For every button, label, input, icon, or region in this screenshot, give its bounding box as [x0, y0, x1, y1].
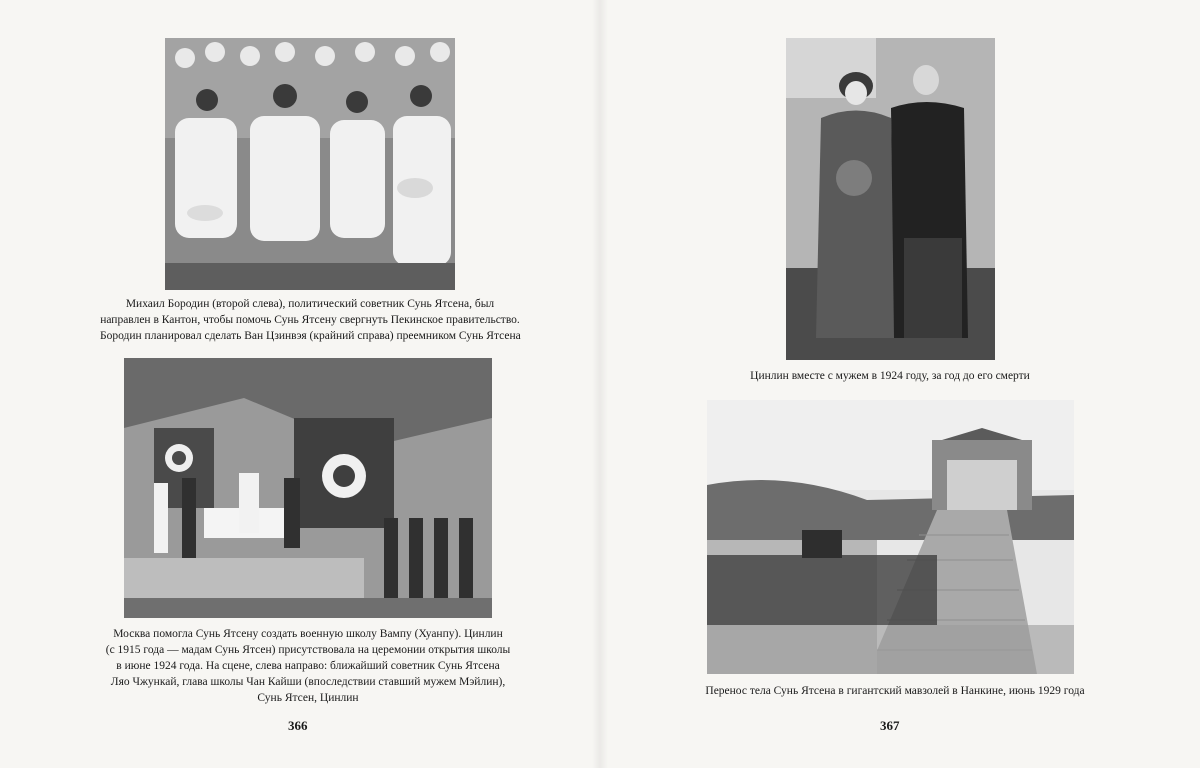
photo-whampoa-ceremony	[124, 358, 492, 618]
caption-line: Москва помогла Сунь Ятсену создать военную школу Вампу (Хуанпу). Цинлин	[113, 628, 503, 640]
caption-line: Ляо Чжункай, глава школы Чан Кайши (впоследствии ставший мужем Мэйлин),	[110, 676, 506, 688]
photo-qingling-image	[786, 38, 995, 360]
caption-line: (с 1915 года — мадам Сунь Ятсен) присутствовала на церемонии открытия школы	[105, 644, 511, 656]
caption-line: Перенос тела Сунь Ятсена в гигантский мавзолей в Нанкине, июнь 1929 года	[705, 685, 1085, 697]
caption-line: Михаил Бородин (второй слева), политический советник Сунь Ятсена, был	[125, 298, 495, 310]
photo-whampoa-image	[124, 358, 492, 618]
right-page	[600, 0, 1200, 768]
caption-qingling	[690, 368, 1090, 384]
photo-borodin-group-image	[165, 38, 455, 290]
caption-line: Сунь Ятсен, Цинлин	[257, 692, 359, 704]
page-number-right: 367	[880, 718, 900, 733]
caption-line: Цинлин вместе с мужем в 1924 году, за год до его смерти	[750, 370, 1030, 382]
page-number-left: 366	[288, 718, 308, 733]
photo-mausoleum-image	[707, 400, 1074, 674]
caption-mausoleum	[670, 683, 1120, 699]
caption-line: направлен в Кантон, чтобы помочь Сунь Ятсену свергнуть Пекинское правительство.	[100, 314, 520, 326]
caption-borodin	[100, 296, 520, 344]
caption-line: Бородин планировал сделать Ван Цзинвэя (крайний справа) преемником Сунь Ятсена	[100, 330, 521, 342]
photo-borodin-group	[165, 38, 455, 290]
caption-whampoa	[98, 626, 518, 706]
photo-mausoleum	[707, 400, 1074, 674]
photo-qingling-husband	[786, 38, 995, 360]
caption-line: в июне 1924 года. На сцене, слева направо: ближайший советник Сунь Ятсена	[116, 660, 500, 672]
